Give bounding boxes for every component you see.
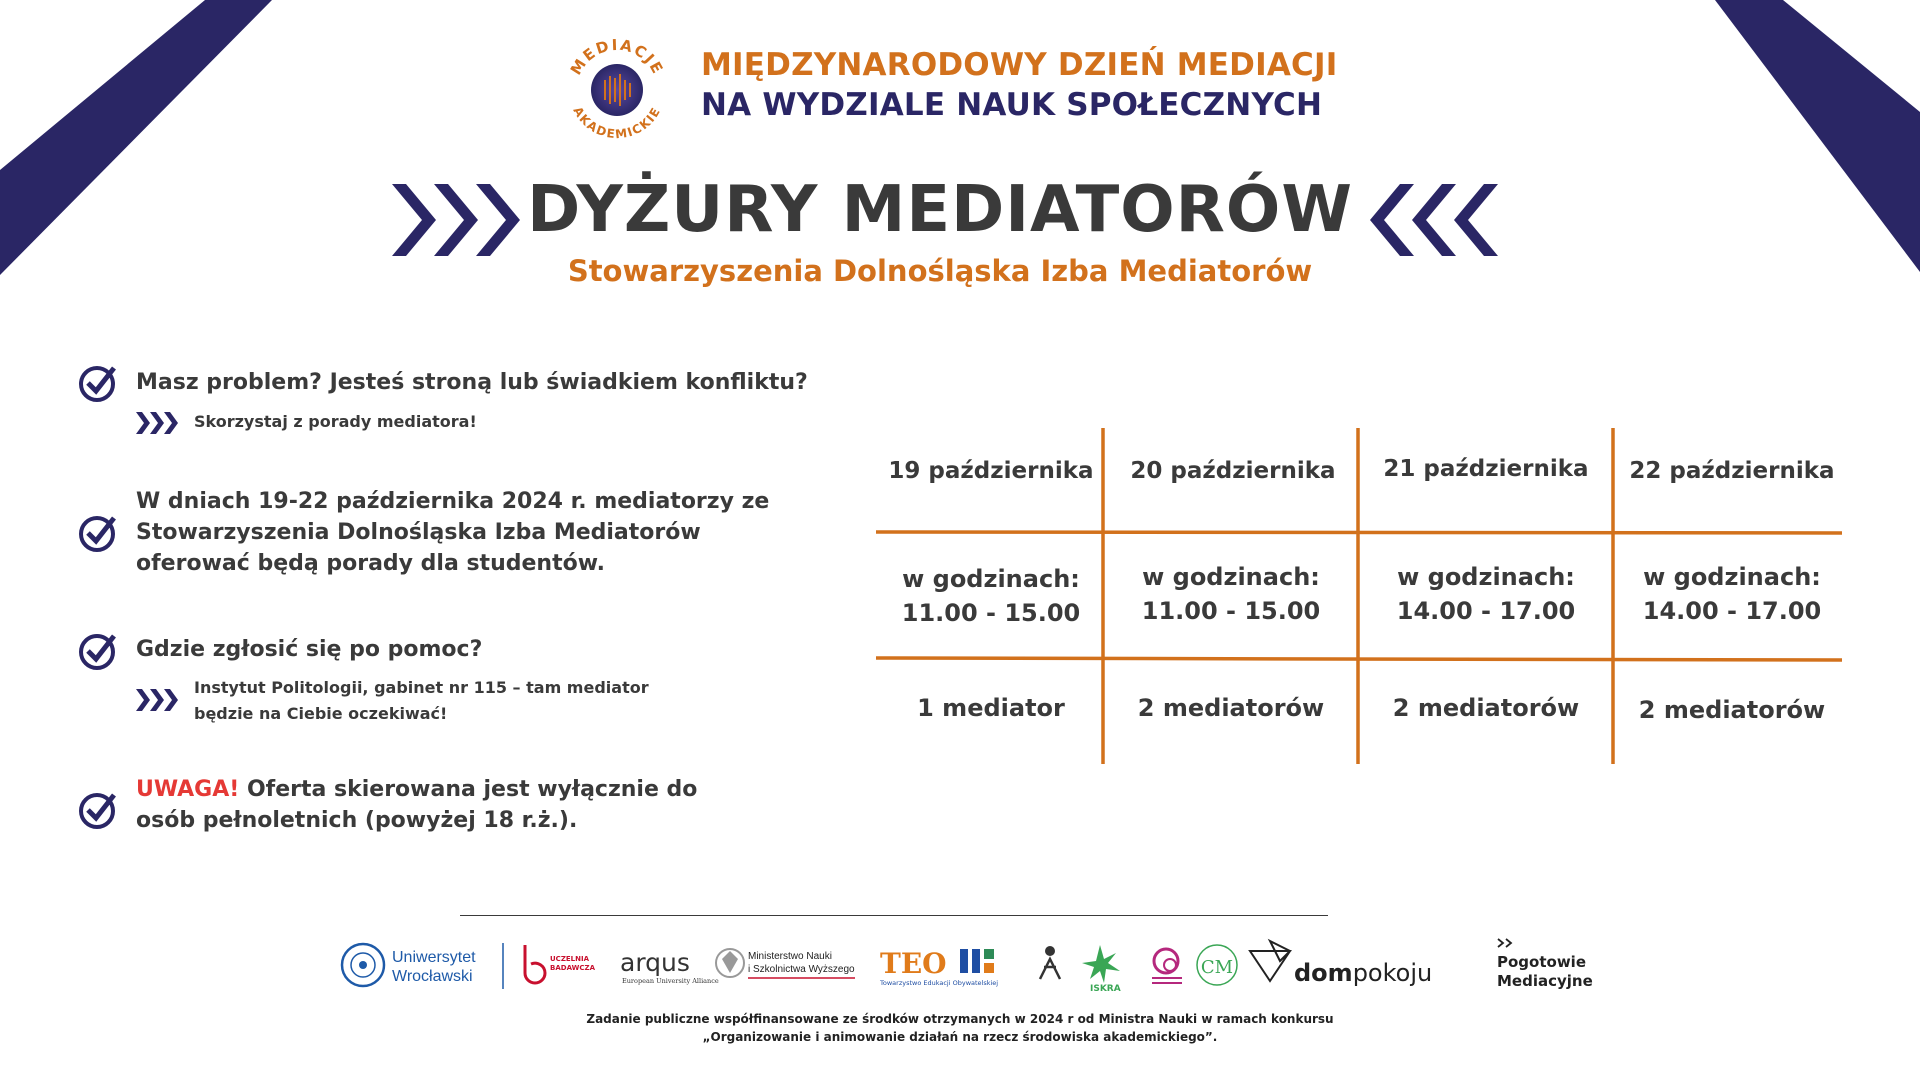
arqus-logo bbox=[620, 948, 719, 985]
cm-text: CM bbox=[1200, 957, 1234, 978]
question-text: Masz problem? Jesteś stroną lub świadkiem konfliktu? bbox=[136, 370, 808, 395]
check-circle-icon bbox=[78, 362, 120, 404]
uczelnia-badawcza-logo bbox=[525, 945, 596, 983]
hours-label: w godzinach: bbox=[902, 565, 1080, 593]
hours-21 bbox=[1371, 560, 1601, 628]
ministry-logo bbox=[716, 949, 855, 978]
uczelnia-line1: UCZELNIA bbox=[550, 955, 590, 963]
teo-text: TEO bbox=[880, 947, 947, 980]
funding-note bbox=[0, 1010, 1920, 1046]
event-heading bbox=[701, 45, 1337, 125]
hours-value: 14.00 - 17.00 bbox=[1396, 597, 1576, 625]
note bbox=[136, 409, 477, 435]
event-heading-line1: MIĘDZYNARODOWY DZIEŃ MEDIACJI bbox=[701, 47, 1338, 83]
funding-note-line1: Zadanie publiczne współfinansowane ze środków otrzymanych w 2024 r od Ministra Nauki w ramach konkursu bbox=[586, 1012, 1334, 1026]
ministry-line1: Ministerstwo Nauki bbox=[748, 951, 832, 962]
partner-logos bbox=[340, 935, 1620, 1005]
dom-text: dom bbox=[1294, 959, 1353, 987]
schedule-table bbox=[876, 426, 1842, 766]
warning-line1: Oferta skierowana jest wyłącznie do bbox=[239, 777, 698, 802]
zis-logo bbox=[1040, 946, 1060, 979]
hours-19 bbox=[876, 562, 1106, 630]
date-22: 22 października bbox=[1629, 458, 1835, 484]
event-heading-line2: NA WYDZIALE NAUK SPOŁECZNYCH bbox=[701, 87, 1323, 123]
date-21: 21 października bbox=[1383, 456, 1589, 482]
note-text: Skorzystaj z porady mediatora! bbox=[194, 412, 477, 431]
check-circle-icon bbox=[78, 630, 120, 672]
uwr-line1: Uniwersytet bbox=[392, 949, 476, 966]
iskra-logo bbox=[1082, 945, 1121, 994]
date-20: 20 października bbox=[1130, 458, 1336, 484]
dates-text bbox=[136, 486, 769, 579]
teo-sub: Towarzystwo Edukacji Obywatelskiej bbox=[880, 979, 999, 987]
dates-line1: W dniach 19-22 października 2024 r. mediatorzy ze bbox=[136, 489, 770, 514]
mediators-19: 1 mediator bbox=[917, 694, 1065, 722]
funding-note-line2: „Organizowanie i animowanie działań na rzecz środowiska akademickiego”. bbox=[702, 1030, 1218, 1044]
chevrons-right-icon bbox=[136, 412, 180, 434]
ministry-line2: i Szkolnictwa Wyższego bbox=[748, 964, 855, 975]
svg-text:dompokoju bbox=[1294, 959, 1432, 987]
hours-value: 11.00 - 15.00 bbox=[1141, 597, 1321, 625]
akademia-logo bbox=[1152, 949, 1182, 984]
iskra-text: ISKRA bbox=[1090, 984, 1121, 994]
note-line2: będzie na Ciebie oczekiwać! bbox=[194, 704, 448, 723]
note bbox=[136, 675, 649, 727]
mediators-21: 2 mediatorów bbox=[1392, 694, 1580, 722]
pokoju-text: pokoju bbox=[1352, 959, 1433, 987]
teo-logo bbox=[879, 947, 998, 987]
uwr-logo bbox=[342, 943, 503, 989]
arqus-sub: European University Alliance bbox=[622, 977, 719, 985]
chevrons-right-icon bbox=[136, 689, 180, 711]
logo-text-top: MEDIACJE bbox=[566, 35, 668, 79]
footer-divider bbox=[460, 915, 1328, 916]
page-title: DYŻURY MEDIATORÓW bbox=[527, 173, 1353, 247]
date-19: 19 października bbox=[888, 458, 1094, 484]
hours-20 bbox=[1116, 560, 1346, 628]
page-subtitle: Stowarzyszenia Dolnośląska Izba Mediatorów bbox=[567, 254, 1313, 288]
pogotowie-line1: Pogotowie bbox=[1497, 953, 1586, 971]
warning-label: UWAGA! bbox=[136, 777, 240, 802]
mediacje-akademickie-logo bbox=[555, 28, 680, 153]
centrum-mediacji-logo bbox=[1197, 945, 1237, 985]
hours-value: 11.00 - 15.00 bbox=[901, 599, 1081, 627]
hours-label: w godzinach: bbox=[1397, 563, 1575, 591]
hours-value: 14.00 - 17.00 bbox=[1642, 597, 1822, 625]
logo-text-bottom: AKADEMICKIE bbox=[570, 104, 664, 142]
dompokoju-logo bbox=[1250, 941, 1432, 987]
warning-text bbox=[136, 774, 697, 836]
hours-label: w godzinach: bbox=[1142, 563, 1320, 591]
mediators-22: 2 mediatorów bbox=[1638, 696, 1826, 724]
uwr-line2: Wrocławski bbox=[392, 968, 473, 985]
note-line1: Instytut Politologii, gabinet nr 115 – tam mediator bbox=[194, 678, 649, 697]
mediators-20: 2 mediatorów bbox=[1137, 694, 1325, 722]
hours-22 bbox=[1617, 560, 1847, 628]
check-circle-icon bbox=[78, 789, 120, 831]
pogotowie-mediacyjne-logo bbox=[1497, 939, 1593, 990]
arqus-text: arqus bbox=[620, 948, 690, 977]
check-circle-icon bbox=[78, 512, 120, 554]
dates-line3: oferować będą porady dla studentów. bbox=[136, 551, 605, 576]
pogotowie-line2: Mediacyjne bbox=[1497, 972, 1593, 990]
chevrons-left-icon bbox=[1368, 184, 1498, 256]
hours-label: w godzinach: bbox=[1643, 563, 1821, 591]
dates-line2: Stowarzyszenia Dolnośląska Izba Mediatorów bbox=[136, 520, 701, 545]
question-text: Gdzie zgłosić się po pomoc? bbox=[136, 637, 483, 662]
warning-line2: osób pełnoletnich (powyżej 18 r.ż.). bbox=[136, 808, 578, 833]
uczelnia-line2: BADAWCZA bbox=[550, 964, 596, 972]
